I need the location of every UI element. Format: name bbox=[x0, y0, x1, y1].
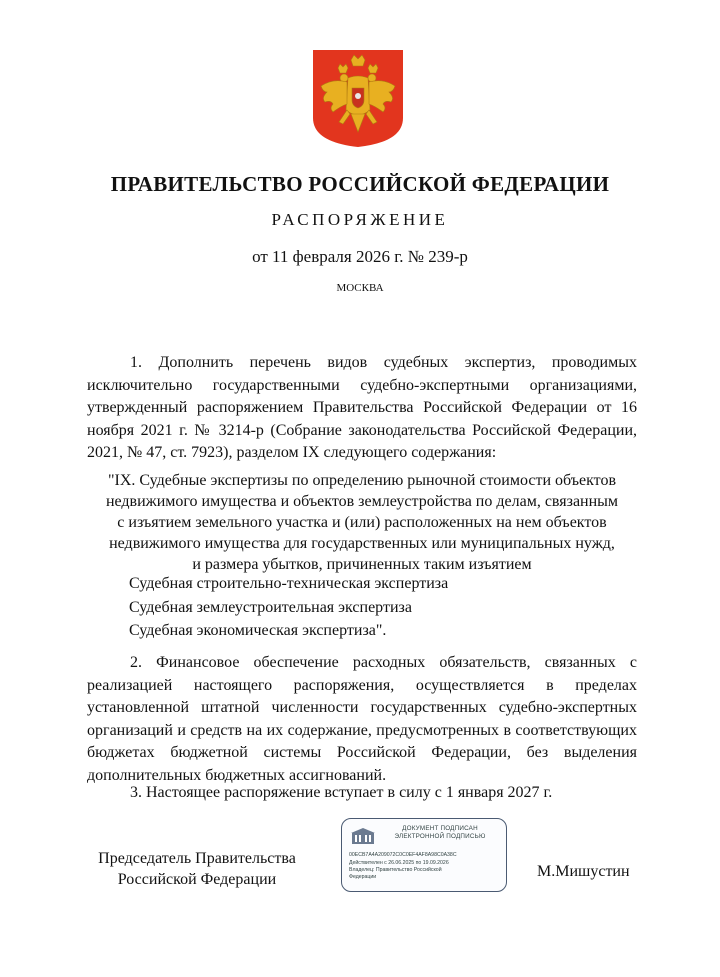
list-item: Судебная строительно-техническая экспертиза bbox=[129, 575, 449, 592]
stamp-validity: Действителен с 26.06.2025 по 19.09.2026 bbox=[349, 860, 449, 866]
document-city: МОСКВА bbox=[336, 282, 384, 294]
paragraph-2: 2. Финансовое обеспечение расходных обязательств, связанных с реализацией настоящего распоряжения, осуществляется в пределах установленной штатной численности государственных судебно-экспертных организаций и средств на их содержание, предусмотренных в соответствующих бюджетах бюджетной системы Российской Федерации, без выделения дополнительных бюджетных ассигнований. bbox=[87, 654, 637, 784]
electronic-signature-stamp bbox=[341, 818, 507, 892]
paragraph-1-block bbox=[87, 352, 637, 465]
position-line: Председатель Правительства bbox=[98, 850, 296, 867]
stamp-owner: Владелец: Правительство Российской bbox=[349, 867, 442, 873]
document-type: РАСПОРЯЖЕНИЕ bbox=[271, 210, 449, 229]
list-item: Судебная землеустроительная экспертиза bbox=[129, 598, 412, 616]
building-icon bbox=[351, 827, 375, 845]
document-date-number: от 11 февраля 2026 г. № 239-р bbox=[252, 247, 468, 266]
quote-line: недвижимого имущества для государственных или муниципальных нужд, bbox=[109, 535, 615, 552]
stamp-title-line: ЭЛЕКТРОННОЙ ПОДПИСЬЮ bbox=[394, 833, 486, 840]
stamp-title bbox=[380, 825, 500, 841]
paragraph-1: 1. Дополнить перечень видов судебных экспертиз, проводимых исключительно государственными судебно-экспертными организациями, утвержденный распоряжением Правительства Российской Федерации от 16 ноября 2021 г. № 3214-р (Собрание законодательства Российской Федерации, 2021, № 47, ст. 7923), разделом IX следующего содержания: bbox=[87, 354, 637, 461]
stamp-owner: Федерации bbox=[349, 874, 377, 880]
paragraph-3-block bbox=[87, 782, 637, 805]
list-item: Судебная экономическая экспертиза". bbox=[129, 622, 387, 639]
paragraph-3: 3. Настоящее распоряжение вступает в силу с 1 января 2027 г. bbox=[130, 784, 553, 801]
quote-line: "IX. Судебные экспертизы по определению рыночной стоимости объектов bbox=[107, 472, 617, 489]
expertise-list bbox=[129, 572, 448, 643]
government-title: ПРАВИТЕЛЬСТВО РОССИЙСКОЙ ФЕДЕРАЦИИ bbox=[110, 172, 610, 196]
paragraph-2-block bbox=[87, 652, 637, 787]
stamp-title-line: ДОКУМЕНТ ПОДПИСАН bbox=[402, 825, 478, 832]
quoted-section-heading bbox=[87, 470, 637, 575]
signatory-position bbox=[87, 848, 307, 890]
stamp-certificate: 00ECB7A4A209072C0C0EF4AF8A98C0A38C bbox=[349, 852, 457, 858]
position-line: Российской Федерации bbox=[117, 871, 277, 888]
quote-line: недвижимого имущества и объектов землеустройства по делам, связанным bbox=[105, 493, 619, 510]
russian-coat-of-arms-icon bbox=[311, 48, 405, 148]
quote-line: и размера убытков, причиненных таким изъятием bbox=[192, 556, 532, 573]
quote-line: с изъятием земельного участка и (или) расположенных на нем объектов bbox=[117, 514, 607, 531]
signatory-name: М.Мишустин bbox=[537, 863, 630, 880]
